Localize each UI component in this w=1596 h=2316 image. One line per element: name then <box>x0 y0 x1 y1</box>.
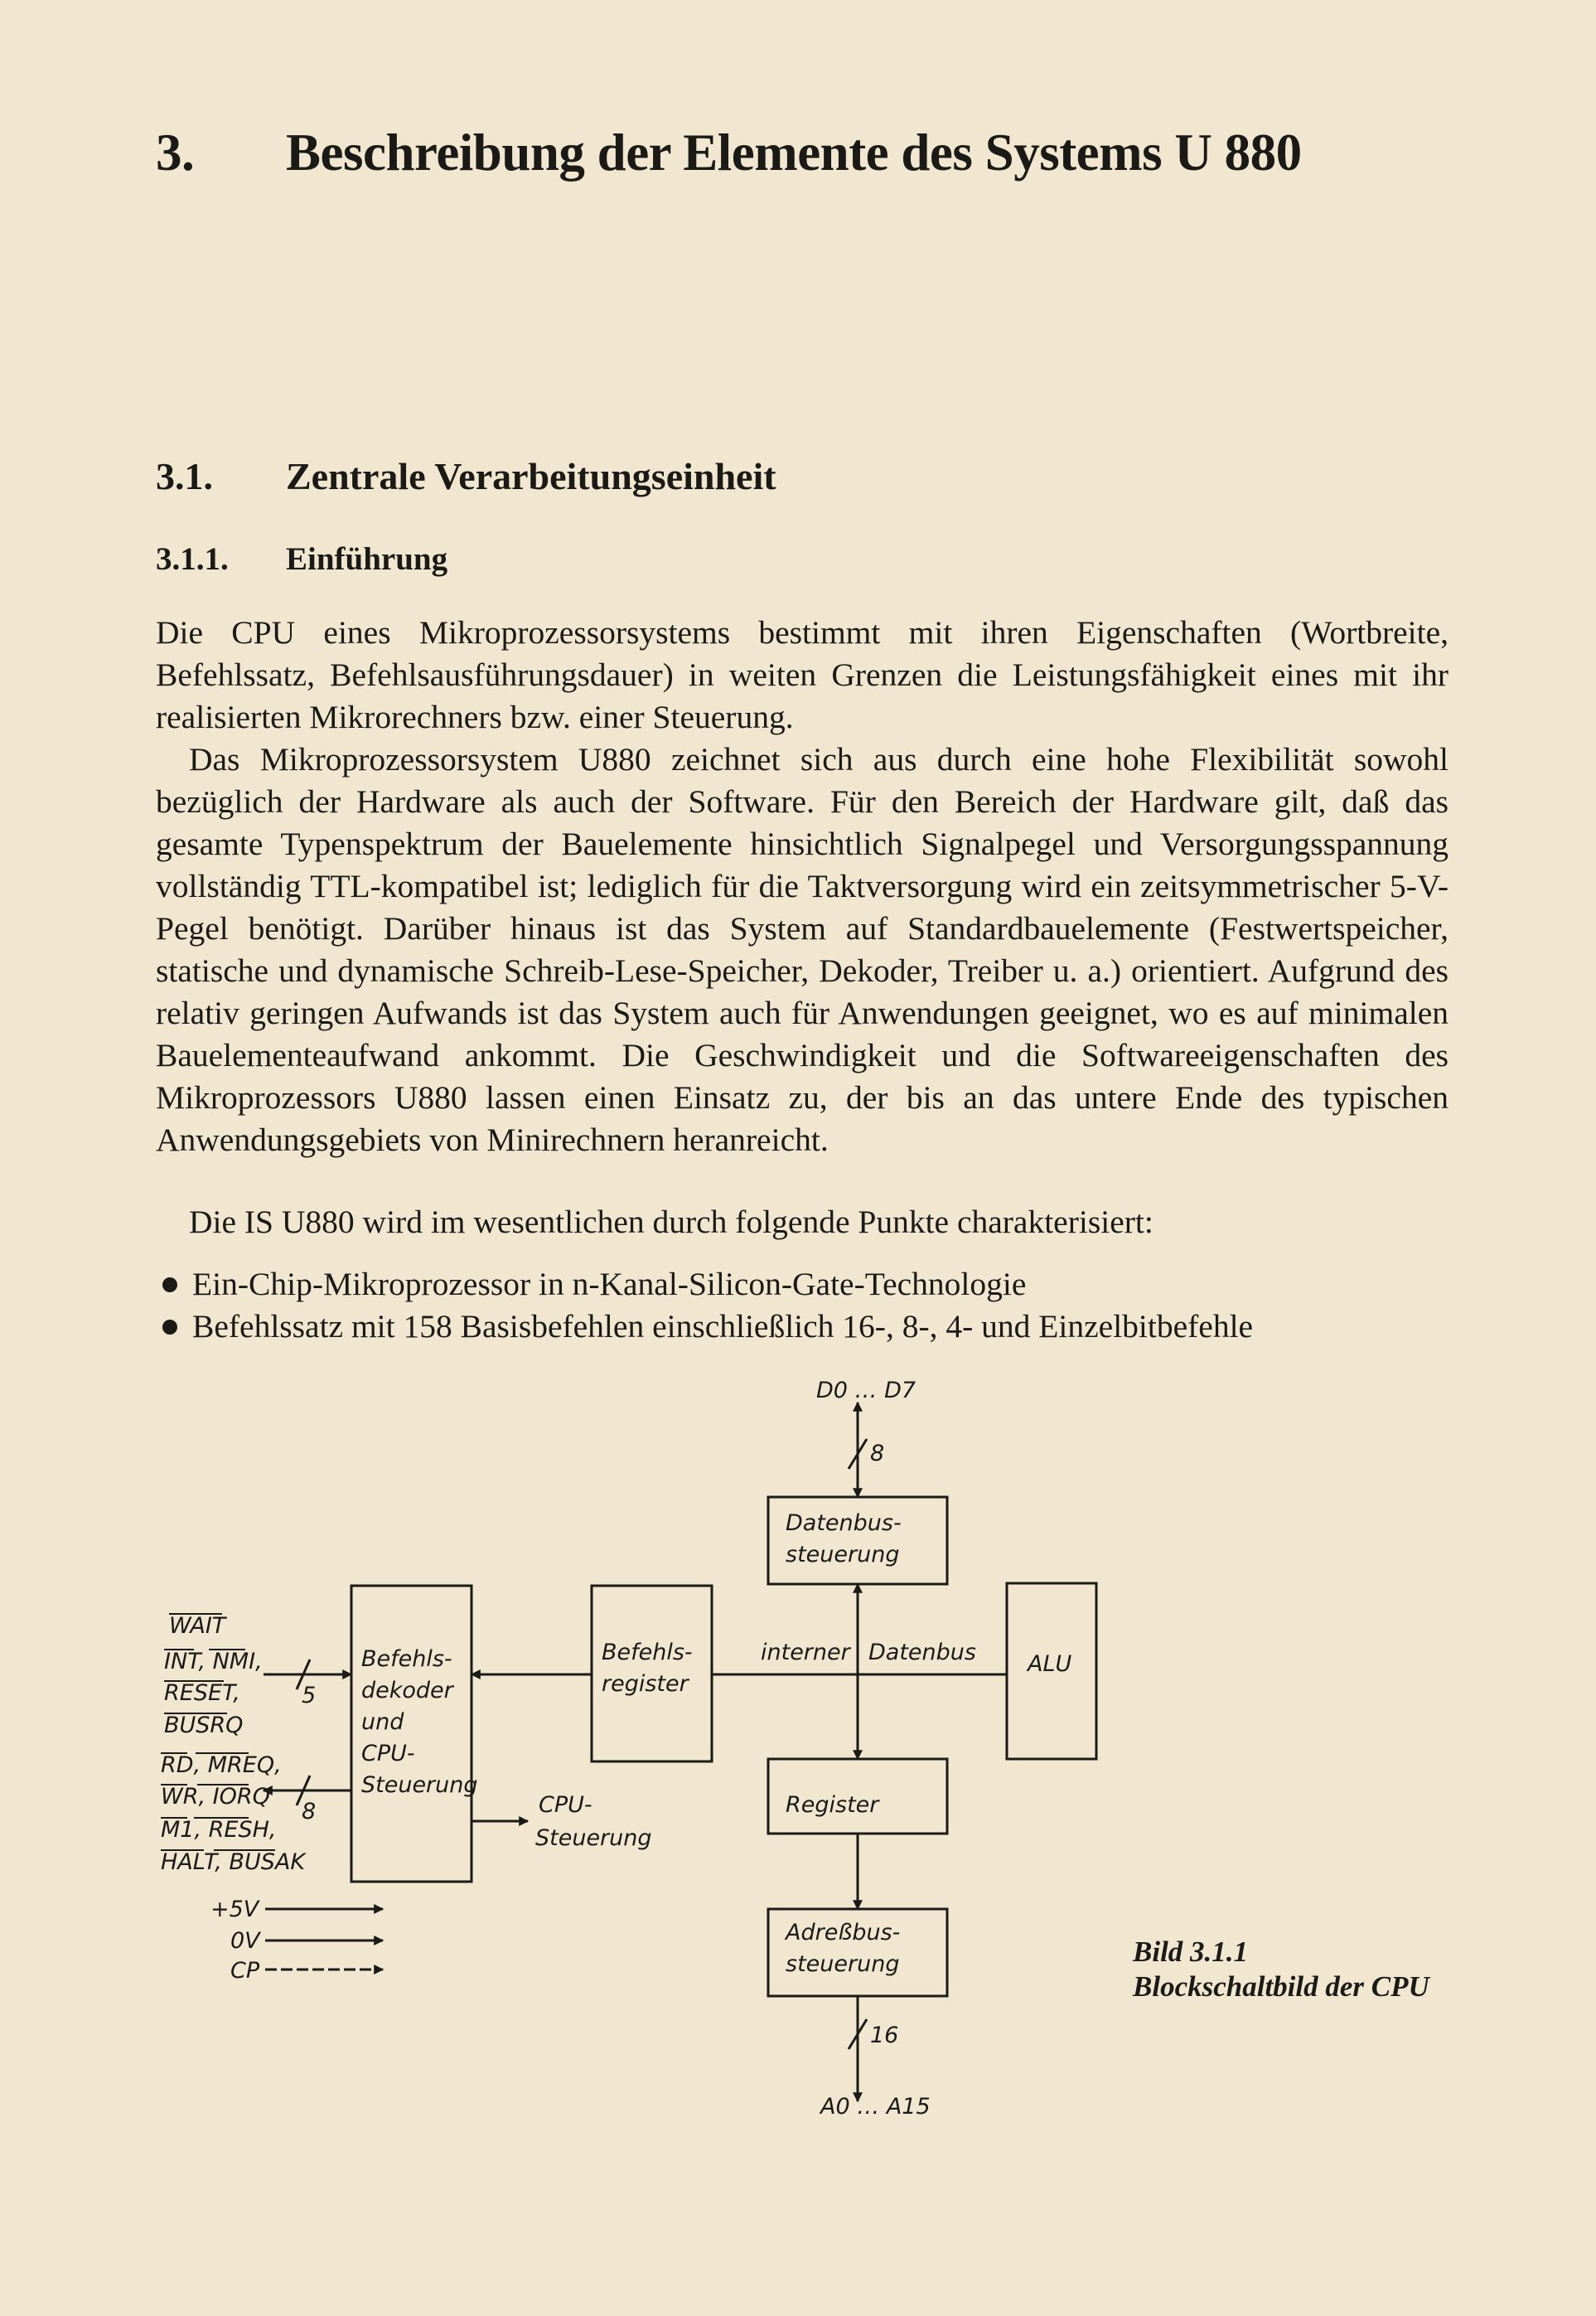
cpu-control-label-2: Steuerung <box>535 1825 652 1851</box>
internal-bus-label-left: interner <box>761 1640 850 1665</box>
caption-title: Blockschaltbild der CPU <box>1133 1970 1429 2003</box>
caption-number: Bild 3.1.1 <box>1133 1936 1249 1968</box>
alu-label: ALU <box>1028 1651 1072 1677</box>
adressbus-label-2: steuerung <box>786 1951 900 1977</box>
input-signal-3: RESET, <box>164 1680 240 1706</box>
befehlsregister-label-1: Befehls- <box>602 1640 693 1665</box>
befehlsregister-label-2: register <box>602 1671 689 1697</box>
datenbus-label-2: steuerung <box>786 1542 900 1567</box>
clock-label: CP <box>230 1958 260 1984</box>
feature-list <box>156 1263 1253 1348</box>
section-heading <box>156 454 776 498</box>
decoder-label-4: CPU- <box>361 1741 415 1766</box>
decoder-label-1: Befehls- <box>361 1646 452 1672</box>
bullet-icon <box>162 1277 177 1292</box>
output-signal-4: HALT, BUSAK <box>161 1849 306 1875</box>
output-width: 8 <box>302 1799 317 1824</box>
input-width: 5 <box>302 1683 317 1708</box>
decoder-label-2: dekoder <box>361 1678 453 1703</box>
input-signal-1: WAIT <box>169 1613 226 1639</box>
cpu-block-diagram <box>0 1359 1596 2147</box>
paragraph-features-lead: Die IS U880 wird im wesentlichen durch folgende Punkte charakterisiert: <box>189 1204 1153 1240</box>
input-signal-2: INT, NMI, <box>164 1649 263 1674</box>
figure-caption <box>1133 1935 1429 2004</box>
data-bus-width: 8 <box>870 1441 885 1466</box>
power-0v-label: 0V <box>230 1928 260 1954</box>
power-5v-label: +5V <box>210 1897 259 1922</box>
chapter-number: 3. <box>156 124 195 182</box>
data-bus-label: D0 … D7 <box>816 1378 916 1403</box>
decoder-label-3: und <box>361 1709 404 1735</box>
output-signal-2: WR, IORQ <box>161 1784 270 1810</box>
decoder-label-5: Steuerung <box>361 1772 478 1798</box>
register-label: Register <box>786 1792 879 1818</box>
chapter-title: Beschreibung der Elemente des Systems U 880 <box>286 124 1302 182</box>
paragraph-system: Das Mikroprozessorsystem U880 zeichnet sich aus durch eine hohe Flexibilität sowohl bezüglich der Hardware als auch der Software. Für den Bereich der Hardware gilt, daß das gesamte Typenspektrum der Bauelemente hinsichtlich Signalpegel und Versorgungsspannung vollständig TTL-kompatibel ist; lediglich für die Taktversorgung wird ein zeitsymmetrischer 5-V-Pegel benötigt. Darüber hinaus ist das System auf Standardbauelemente (Festwertspeicher, statische und dynamische Schreib-Lese-Speicher, Dekoder, Treiber u. a.) orientiert. Aufgrund des relativ geringen Aufwands ist das System auch für Anwendungen geeignet, wo es auf minimalen Bauelementeaufwand ankommt. Die Geschwindigkeit und die Softwareeigenschaften des Mikroprozessors U880 lassen einen Einsatz zu, der bis an das untere Ende des typischen Anwendungsgebiets von Minirechnern heranreicht. <box>156 741 1448 1158</box>
chapter-heading <box>156 123 1302 183</box>
address-bus-label: A0 … A15 <box>820 2094 931 2120</box>
subsection-heading <box>156 540 447 578</box>
adressbus-label-1: Adreßbus- <box>786 1920 901 1945</box>
list-item: Befehlssatz mit 158 Basisbefehlen einschließlich 16-, 8-, 4- und Einzelbitbefehle <box>156 1306 1253 1348</box>
bullet-icon <box>162 1320 177 1335</box>
output-signal-1: RD, MREQ, <box>161 1752 282 1778</box>
input-signal-4: BUSRQ <box>164 1713 244 1738</box>
cpu-control-label-1: CPU- <box>539 1792 592 1818</box>
section-number: 3.1. <box>156 455 213 497</box>
subsection-number: 3.1.1. <box>156 541 229 577</box>
section-title: Zentrale Verarbeitungseinheit <box>286 455 776 497</box>
address-bus-width: 16 <box>870 2023 899 2048</box>
subsection-title: Einführung <box>286 541 448 577</box>
output-signal-3: M1, RESH, <box>161 1817 277 1843</box>
internal-bus-label-right: Datenbus <box>868 1640 976 1665</box>
datenbus-label-1: Datenbus- <box>786 1510 902 1536</box>
list-item: Ein-Chip-Mikroprozessor in n-Kanal-Silicon-Gate-Technologie <box>156 1263 1253 1306</box>
paragraph-intro: Die CPU eines Mikroprozessorsystems bestimmt mit ihren Eigenschaften (Wortbreite, Befehlssatz, Befehlsausführungsdauer) in weiten Grenzen die Leistungsfähigkeit eines mit ihr realisierten Mikrorechners bzw. einer Steuerung. <box>156 614 1448 735</box>
